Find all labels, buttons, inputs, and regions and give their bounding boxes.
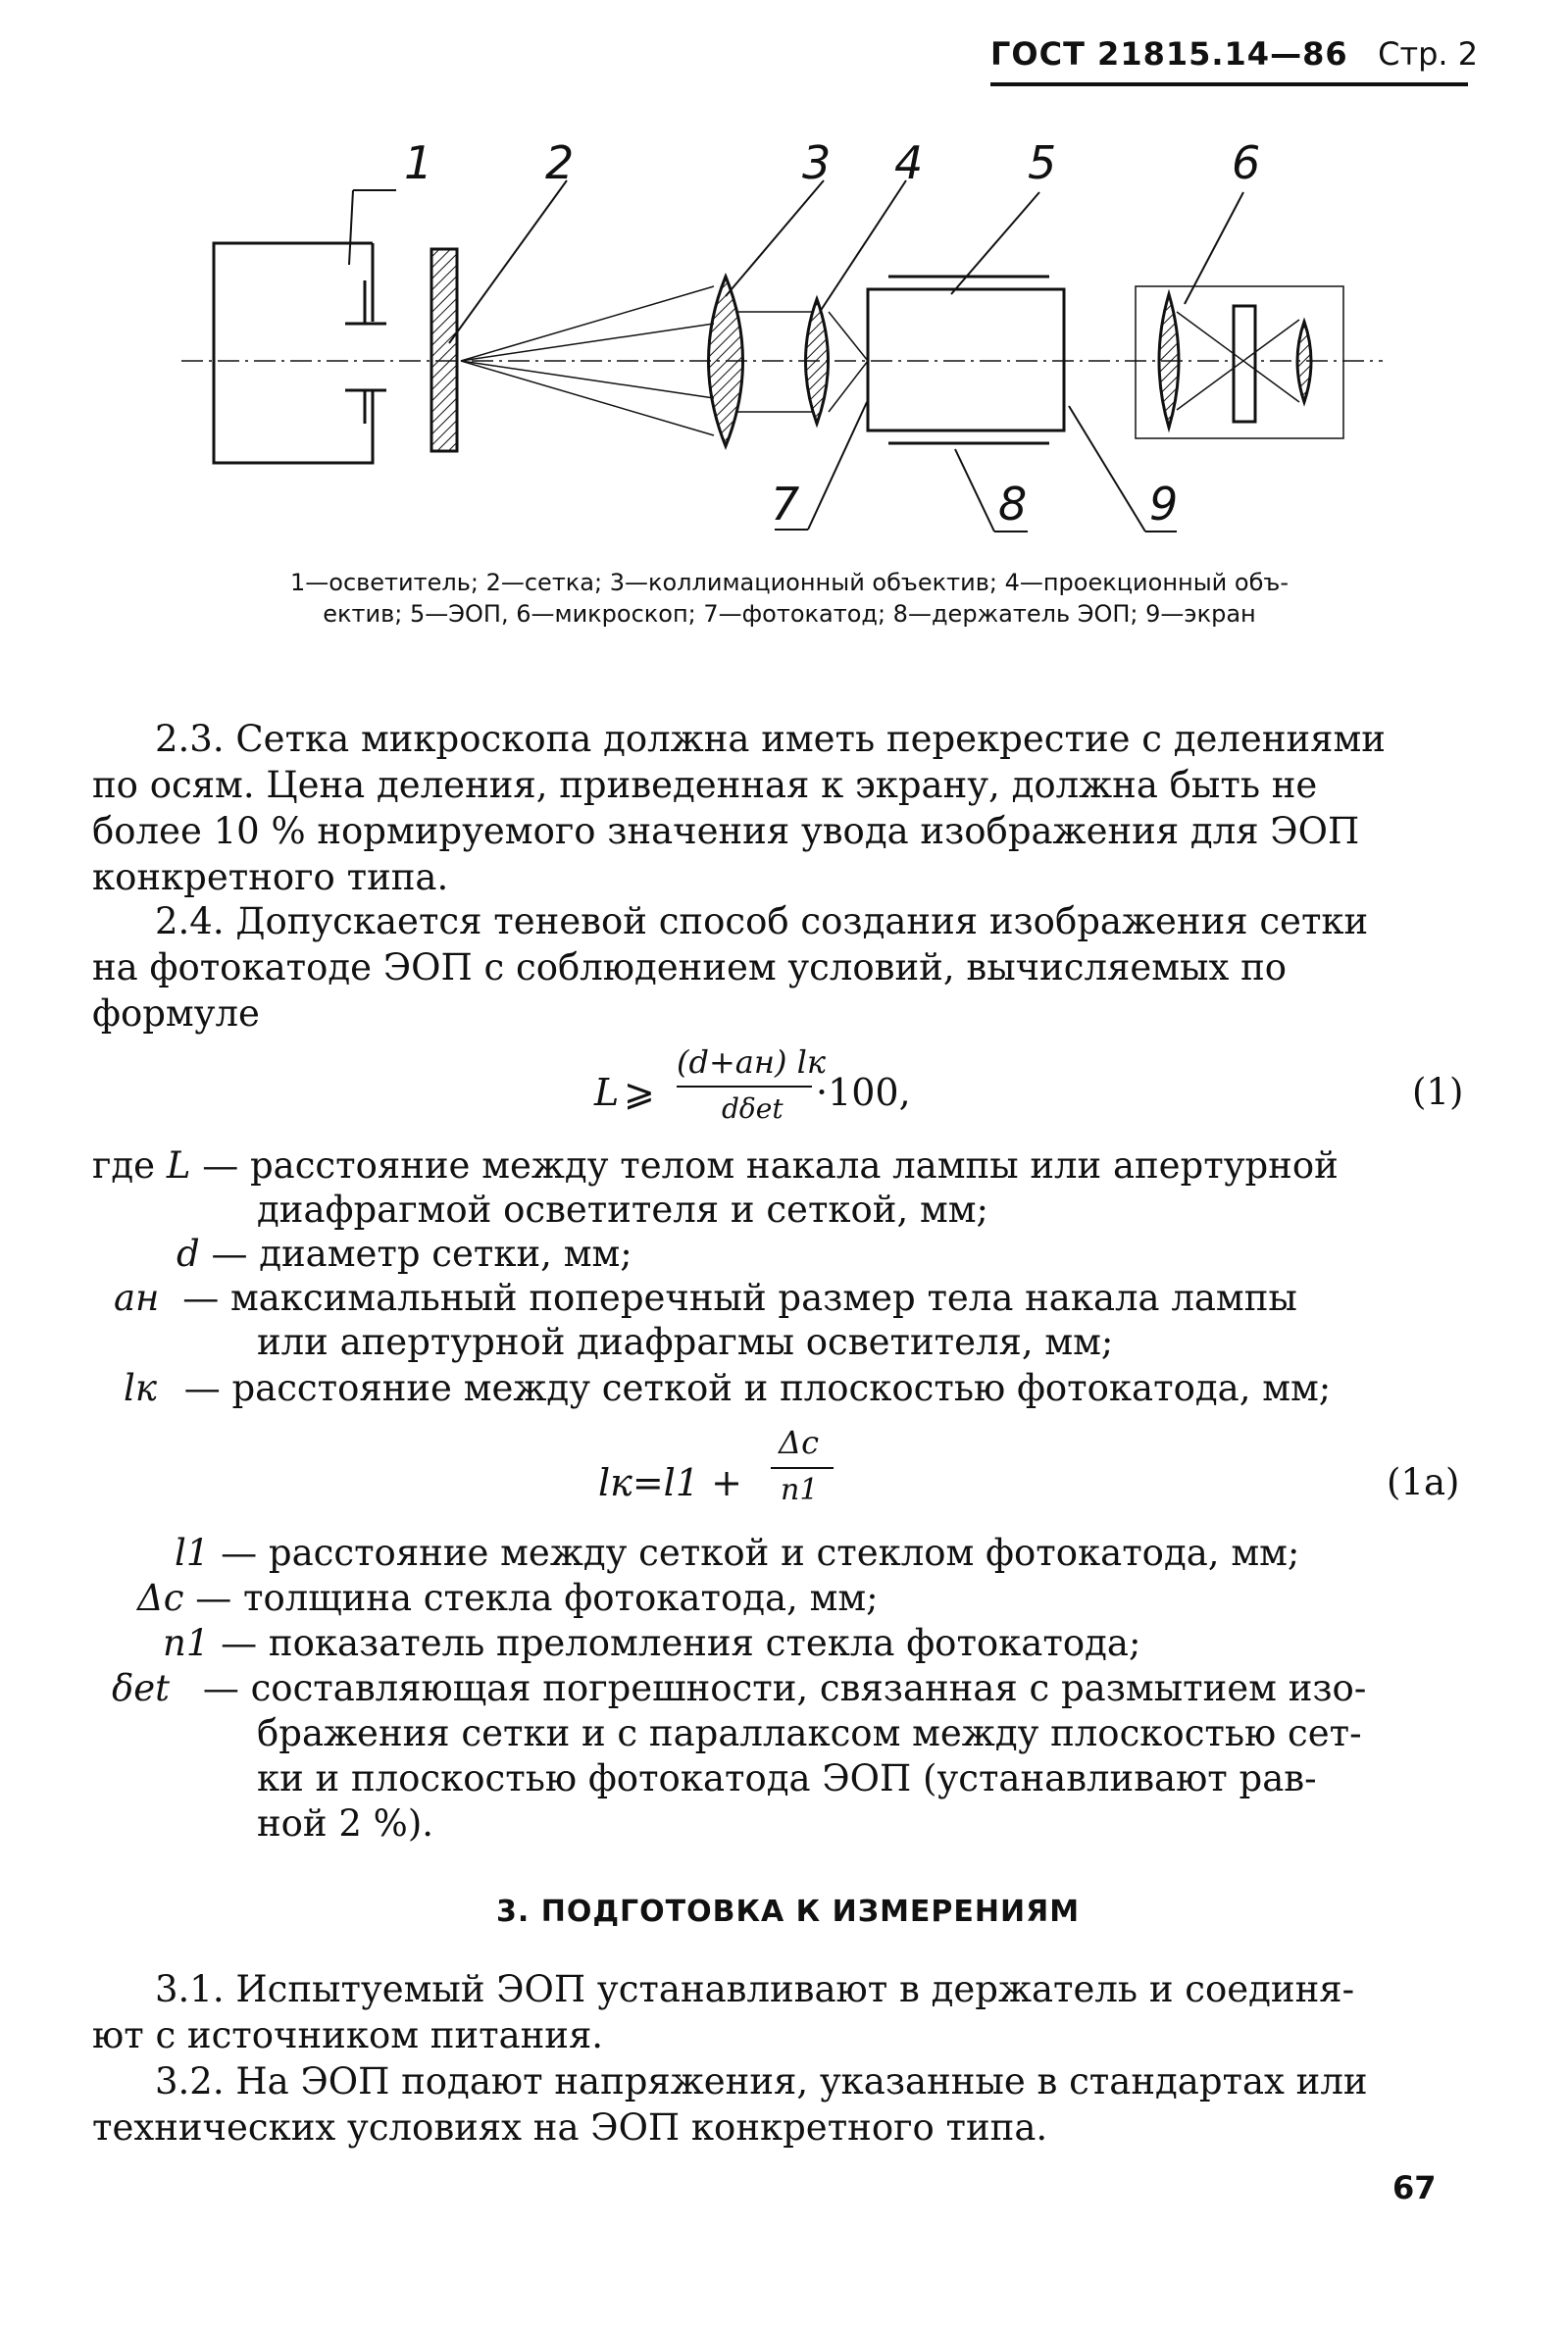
illuminator-housing: [214, 243, 373, 463]
formula-1a-number: (1а): [1387, 1461, 1460, 1503]
label-1: 1: [404, 136, 433, 189]
def-d: [177, 1231, 632, 1277]
formula-1-number: (1): [1412, 1071, 1464, 1113]
def-dc-symbol: Δc: [137, 1577, 184, 1619]
label-8: 8: [998, 478, 1028, 531]
para-3-2-line-2: технических условиях на ЭОП конкретного типа.: [92, 2106, 1048, 2149]
formula-1-tail: ·100,: [816, 1071, 911, 1114]
def-n1-text: — показатель преломления стекла фотокатода;: [221, 1622, 1141, 1664]
def-a-symbol: aн: [114, 1277, 160, 1319]
formula-1-denominator: dδet: [722, 1092, 784, 1125]
label-4: 4: [894, 136, 924, 189]
para-2-3-line-1: 2.3. Сетка микроскопа должна иметь перекрестие с делениями: [155, 718, 1386, 760]
para-2-3-line-4: конкретного типа.: [92, 856, 449, 898]
standard-number: ГОСТ 21815.14—86: [990, 35, 1348, 73]
label-3: 3: [802, 136, 832, 189]
optical-scheme-diagram: [0, 0, 1568, 588]
page-label: Стр. 2: [1378, 35, 1479, 73]
para-2-4-line-1: 2.4. Допускается теневой способ создания изображения сетки: [155, 900, 1369, 942]
def-n1-symbol: n1: [163, 1622, 210, 1664]
projection-lens: [806, 299, 829, 424]
formula-1-lhs: L: [594, 1071, 620, 1114]
def-L-text: — расстояние между телом накала лампы или апертурной: [202, 1144, 1339, 1187]
def-L-cont: диафрагмой осветителя и сеткой, мм;: [257, 1189, 989, 1231]
image-tube: [868, 289, 1064, 431]
para-3-1-line-1: 3.1. Испытуемый ЭОП устанавливают в держатель и соединя-: [155, 1968, 1355, 2010]
formula-1a-numerator: Δc: [779, 1424, 820, 1461]
formula-1a-lhs: lк=l1 +: [598, 1461, 742, 1504]
def-l1: [175, 1530, 1299, 1576]
para-2-3-line-3: более 10 % нормируемого значения увода изображения для ЭОП: [92, 810, 1360, 852]
formula-1-rel: ⩾: [624, 1071, 655, 1114]
def-lk-text: — расстояние между сеткой и плоскостью фотокатода, мм;: [183, 1367, 1332, 1409]
def-d-symbol: d: [177, 1233, 200, 1275]
def-det-cont-1: бражения сетки и с параллаксом между плоскостью сет-: [257, 1712, 1362, 1754]
def-det: [112, 1665, 1366, 1711]
section-3-title: 3. ПОДГОТОВКА К ИЗМЕРЕНИЯМ: [496, 1895, 1081, 1929]
def-det-cont-3: ной 2 %).: [257, 1802, 434, 1845]
def-d-text: — диаметр сетки, мм;: [211, 1233, 632, 1275]
grid-plate: [431, 249, 457, 451]
def-det-cont-2: ки и плоскостью фотокатода ЭОП (устанавливают рав-: [257, 1757, 1317, 1799]
para-2-3-line-2: по осям. Цена деления, приведенная к экрану, должна быть не: [92, 764, 1318, 806]
def-L: [92, 1142, 1339, 1189]
label-6: 6: [1232, 136, 1261, 189]
page-number: 67: [1392, 2169, 1437, 2206]
def-a-text: — максимальный поперечный размер тела накала лампы: [182, 1277, 1297, 1319]
def-lk: [124, 1365, 1331, 1411]
collimator-lens: [709, 277, 743, 446]
def-det-symbol: δet: [112, 1667, 171, 1709]
def-l1-symbol: l1: [175, 1532, 210, 1574]
para-2-4-line-2: на фотокатоде ЭОП с соблюдением условий, вычисляемых по: [92, 946, 1288, 988]
formula-1-numerator: (d+aн) lк: [677, 1043, 826, 1081]
para-3-1-line-2: ют с источником питания.: [92, 2014, 604, 2056]
formula-1a-denominator: n1: [781, 1473, 819, 1507]
label-7: 7: [771, 478, 800, 531]
def-where: где: [92, 1144, 156, 1187]
def-L-symbol: L: [166, 1144, 191, 1187]
def-a-cont: или апертурной диафрагмы осветителя, мм;: [257, 1321, 1114, 1363]
label-5: 5: [1028, 136, 1057, 189]
def-det-text: — составляющая погрешности, связанная с размытием изо-: [202, 1667, 1367, 1709]
label-9: 9: [1149, 478, 1179, 531]
caption-line-1: 1—осветитель; 2—сетка; 3—коллимационный объектив; 4—проекционный объ-: [290, 569, 1289, 596]
def-lk-symbol: lк: [124, 1367, 157, 1409]
def-n1: [163, 1620, 1140, 1666]
caption-line-2: ектив; 5—ЭОП, 6—микроскоп; 7—фотокатод; 8—держатель ЭОП; 9—экран: [323, 600, 1256, 628]
def-l1-text: — расстояние между сеткой и стеклом фотокатода, мм;: [221, 1532, 1300, 1574]
def-dc-text: — толщина стекла фотокатода, мм;: [195, 1577, 879, 1619]
def-a: [114, 1275, 1297, 1321]
label-2: 2: [545, 136, 575, 189]
para-2-4-line-3: формуле: [92, 992, 260, 1035]
para-3-2-line-1: 3.2. На ЭОП подают напряжения, указанные в стандартах или: [155, 2060, 1368, 2102]
def-dc: [137, 1575, 879, 1621]
figure-caption: [196, 567, 1383, 630]
